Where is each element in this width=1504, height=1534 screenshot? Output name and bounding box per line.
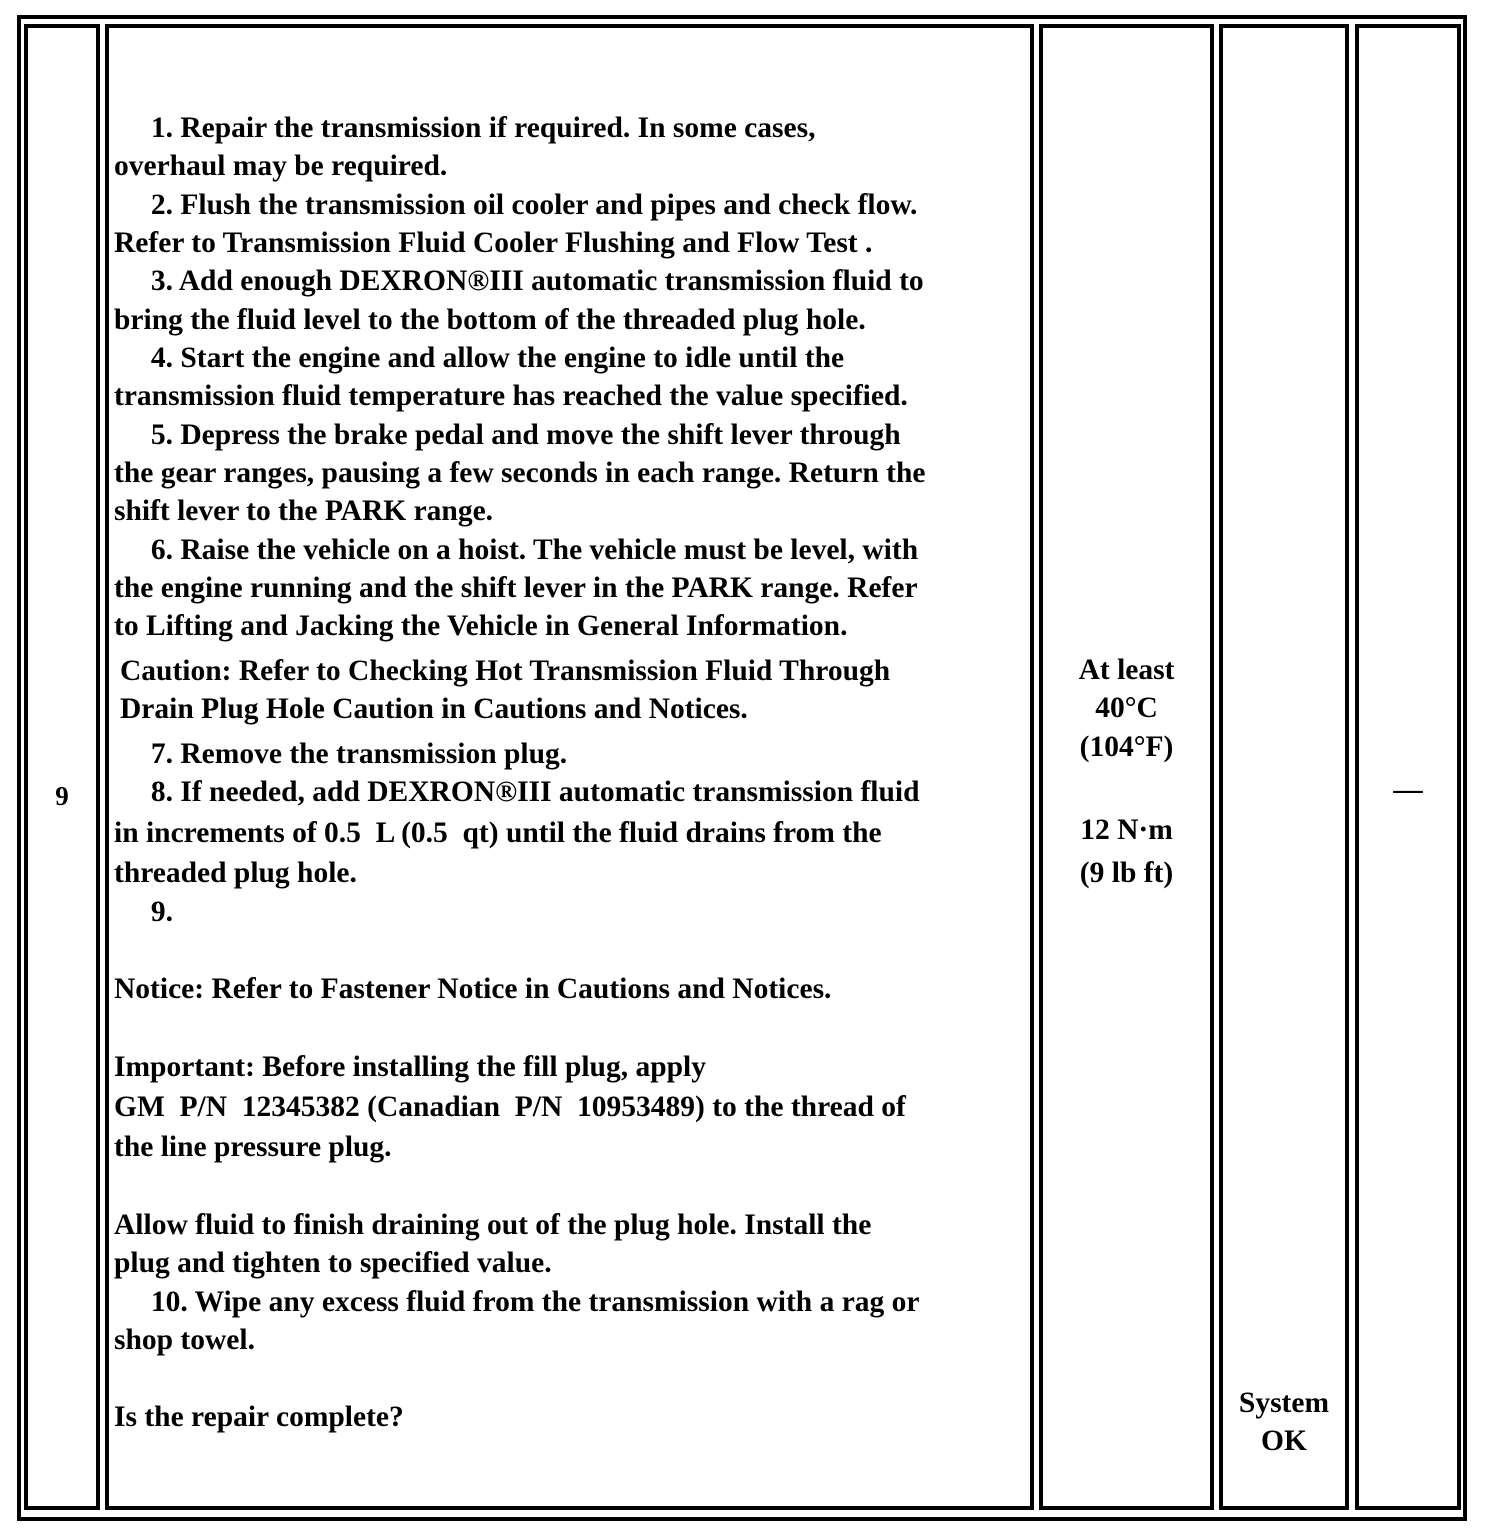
action-line: 9.: [114, 896, 173, 928]
action-line: threaded plug hole.: [114, 857, 357, 889]
yes-line: OK: [1261, 1425, 1307, 1457]
caution-line: Caution: Refer to Checking Hot Transmission Fluid Through: [120, 655, 891, 687]
action-line: 8. If needed, add DEXRON®III automatic transmission fluid: [114, 776, 920, 808]
step-cell: [24, 24, 100, 1510]
action-line: transmission fluid temperature has reached the value specified.: [114, 380, 908, 412]
no-cell: [1355, 24, 1461, 1510]
action-line: 7. Remove the transmission plug.: [114, 738, 568, 770]
action-line: 10. Wipe any excess fluid from the transmission with a rag or: [114, 1286, 920, 1318]
action-line: 4. Start the engine and allow the engine to idle until the: [114, 342, 845, 374]
caution-line: Drain Plug Hole Caution in Cautions and Notices.: [120, 693, 748, 725]
action-line: Allow fluid to finish draining out of the plug hole. Install the: [114, 1209, 872, 1241]
action-cell: [105, 24, 1034, 1510]
value-line: (104°F): [1079, 731, 1174, 763]
important-line: the line pressure plug.: [114, 1131, 392, 1163]
important-line: GM P/N 12345382 (Canadian P/N 10953489) to the thread of: [114, 1091, 906, 1123]
action-line: in increments of 0.5 L (0.5 qt) until the fluid drains from the: [114, 817, 882, 849]
yes-line: System: [1238, 1387, 1330, 1419]
action-line: 1. Repair the transmission if required. In some cases,: [114, 112, 816, 144]
no-result: —: [1393, 774, 1423, 806]
action-line: 2. Flush the transmission oil cooler and pipes and check flow.: [114, 189, 918, 221]
question-line: Is the repair complete?: [114, 1401, 404, 1433]
action-line: shift lever to the PARK range.: [114, 495, 494, 527]
yes-result: [1223, 1384, 1345, 1460]
action-line: bring the fluid level to the bottom of the threaded plug hole.: [114, 304, 866, 336]
value-line: 40°C: [1095, 692, 1158, 724]
value-line: 12 N·m: [1080, 814, 1173, 846]
notice-line: Notice: Refer to Fastener Notice in Cautions and Notices.: [114, 973, 832, 1005]
action-line: 3. Add enough DEXRON®III automatic transmission fluid to: [114, 265, 924, 297]
action-line: the engine running and the shift lever in the PARK range. Refer: [114, 572, 918, 604]
action-line: to Lifting and Jacking the Vehicle in General Information.: [114, 610, 848, 642]
action-line: Refer to Transmission Fluid Cooler Flushing and Flow Test .: [114, 227, 873, 259]
yes-cell: [1219, 24, 1349, 1510]
value-line: (9 lb ft): [1079, 857, 1174, 889]
action-line: 6. Raise the vehicle on a hoist. The vehicle must be level, with: [114, 534, 919, 566]
action-line: 5. Depress the brake pedal and move the shift lever through: [114, 419, 901, 451]
value-line: At least: [1078, 654, 1175, 686]
action-line: shop towel.: [114, 1324, 255, 1356]
action-line: overhaul may be required.: [114, 150, 448, 182]
important-line: Important: Before installing the fill plug, apply: [114, 1051, 706, 1083]
step-number: 9: [55, 781, 69, 811]
action-line: the gear ranges, pausing a few seconds in each range. Return the: [114, 457, 926, 489]
action-line: plug and tighten to specified value.: [114, 1247, 552, 1279]
values-cell: [1039, 24, 1214, 1510]
